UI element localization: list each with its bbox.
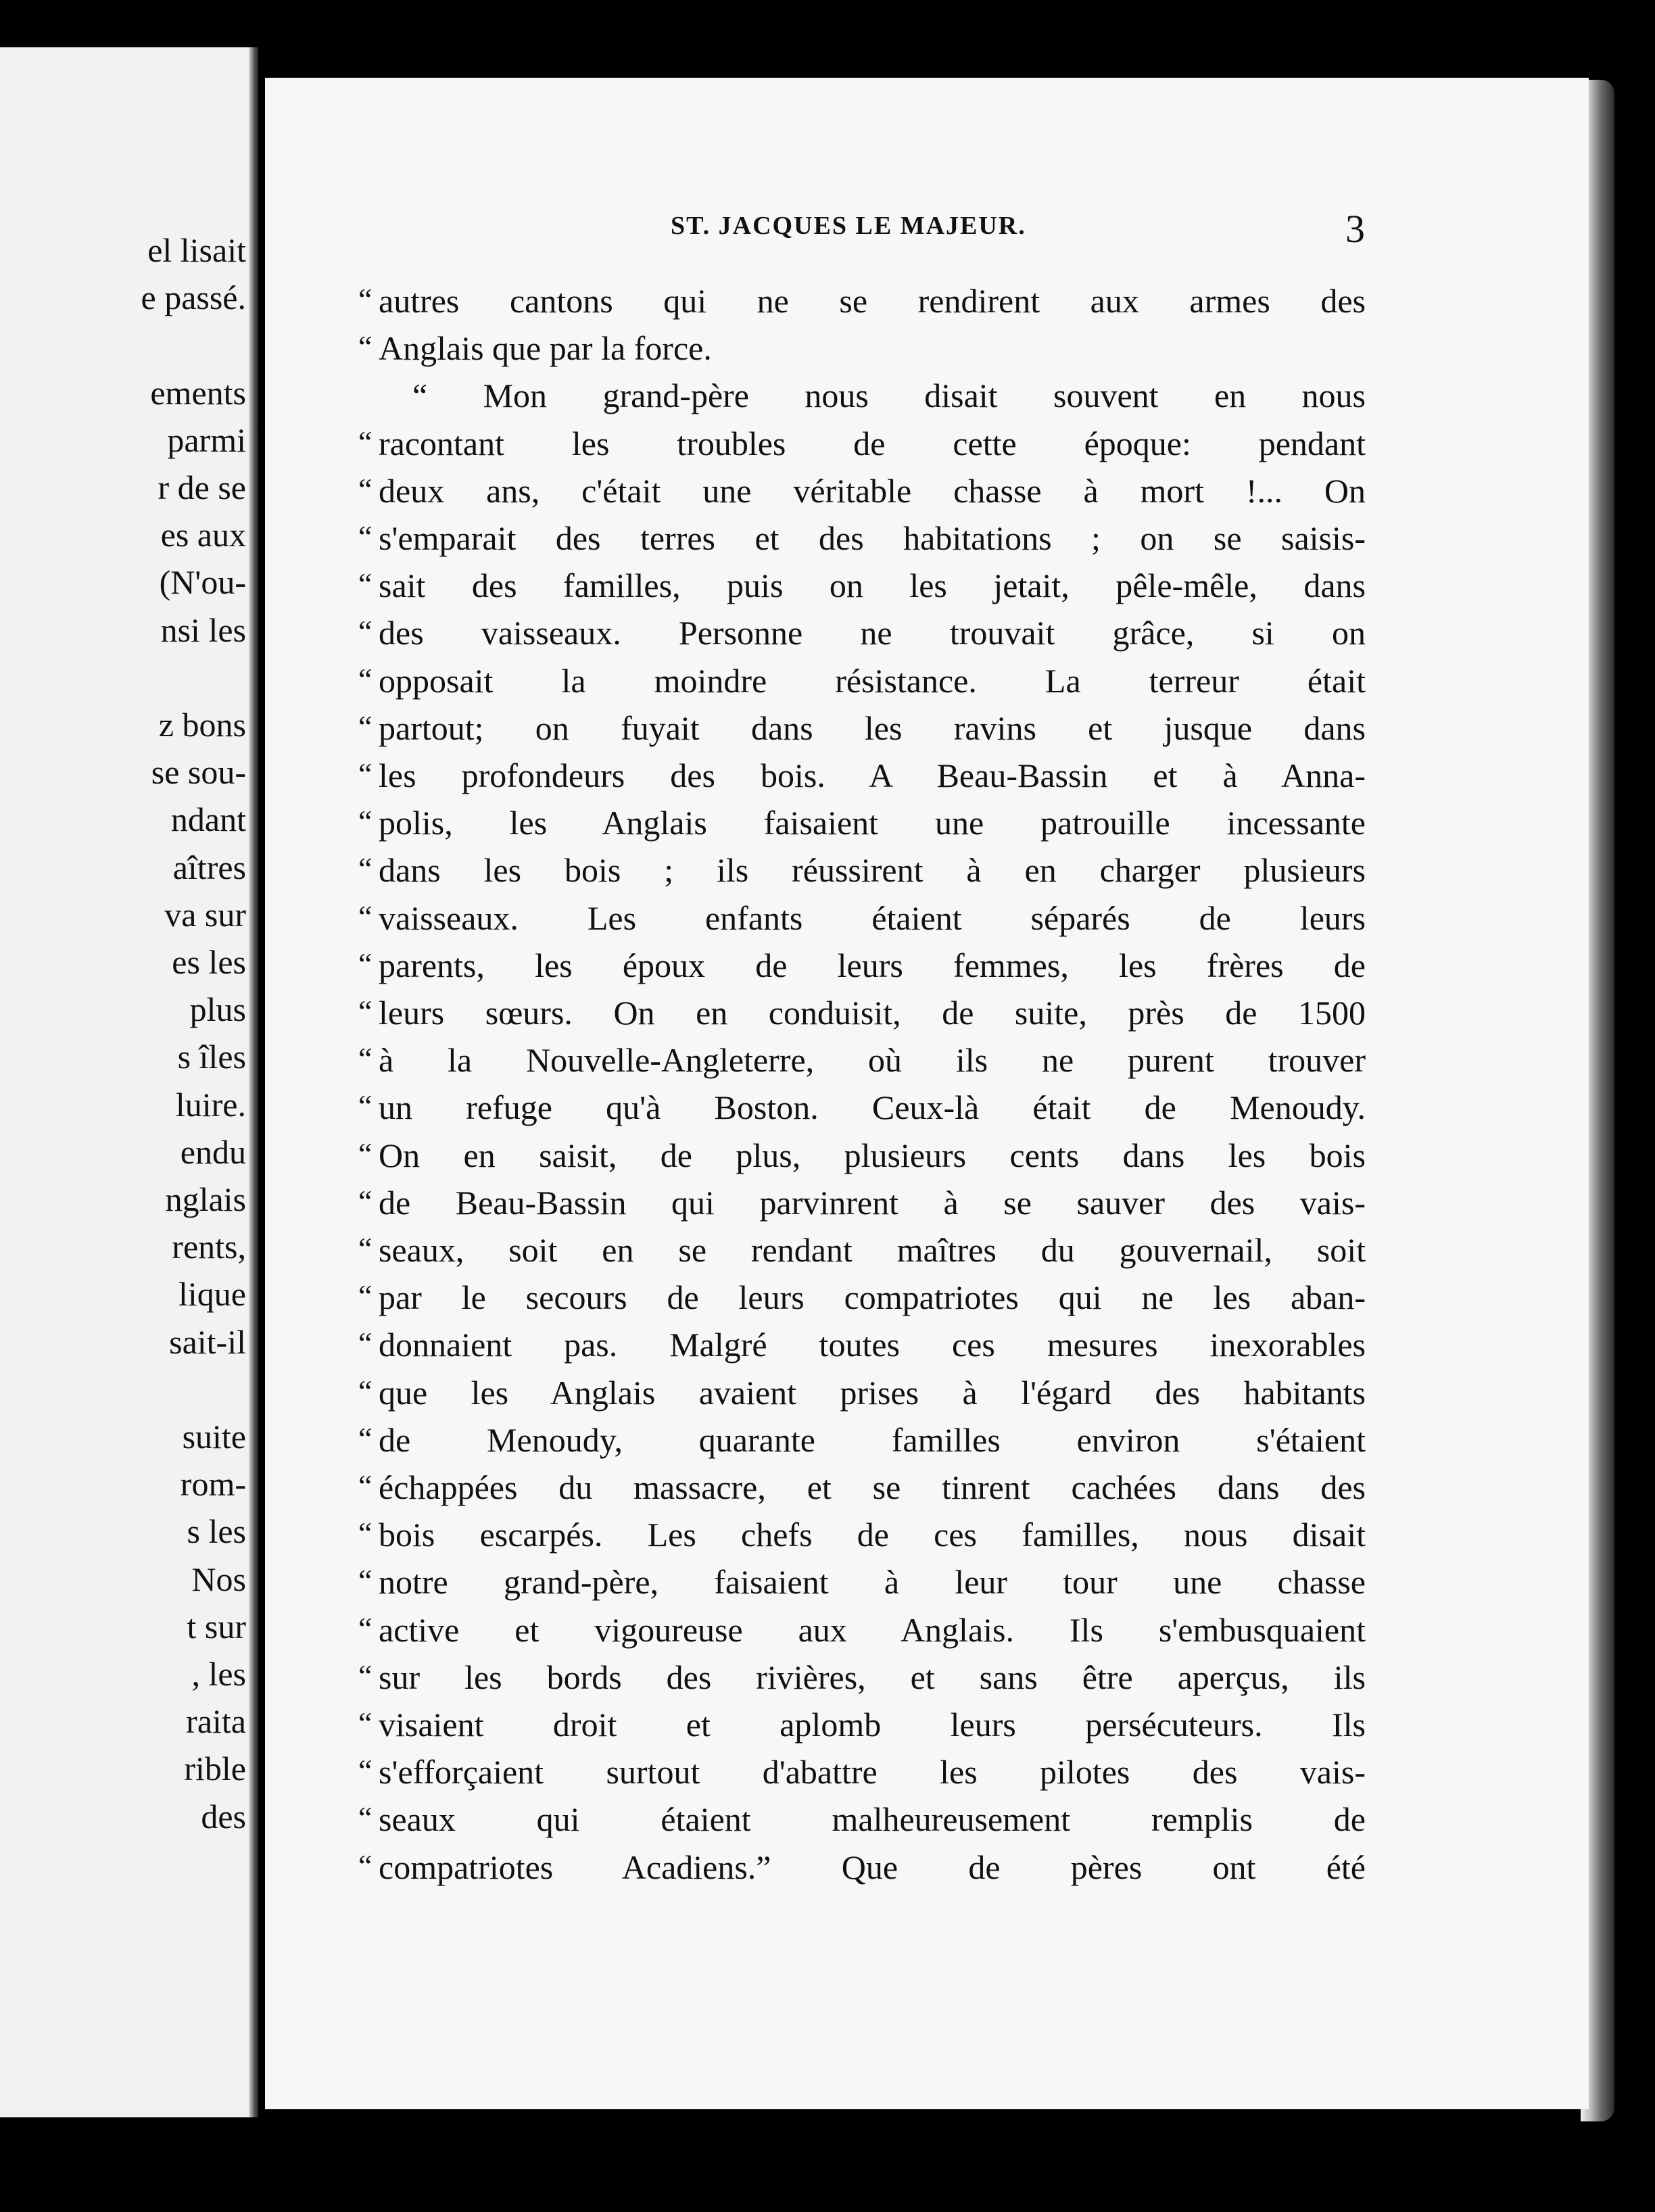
- previous-page-line: endu: [180, 1132, 246, 1171]
- quote-mark: “: [358, 898, 373, 934]
- quote-mark: “: [358, 1278, 373, 1314]
- text-line: [358, 804, 1366, 842]
- quote-mark: “: [358, 1563, 373, 1598]
- quote-mark: “: [358, 1516, 373, 1551]
- text-line: [358, 1278, 1366, 1317]
- text-line: [358, 519, 1366, 557]
- previous-page-line: rom-: [180, 1465, 246, 1504]
- quote-mark: “: [358, 946, 373, 981]
- previous-page-line: parmi: [167, 420, 246, 459]
- previous-page-line: es les: [172, 943, 246, 981]
- text-line: [358, 1183, 1366, 1222]
- quote-mark: “: [358, 1326, 373, 1361]
- previous-page-line: aîtres: [172, 848, 246, 886]
- previous-page-line: e passé.: [141, 279, 246, 317]
- quote-mark: “: [358, 567, 373, 602]
- text-line: [358, 994, 1366, 1032]
- text-line: [358, 282, 1366, 320]
- text-line: [358, 1231, 1366, 1269]
- quote-mark: “: [358, 614, 373, 649]
- previous-page-line: z bons: [158, 706, 246, 744]
- text-line-content: autres cantons qui ne se rendirent aux armes des: [379, 282, 1366, 320]
- text-line-content: un refuge qu'à Boston. Ceux-là était de Menoudy.: [379, 1088, 1366, 1127]
- previous-page-line: ndant: [170, 800, 246, 839]
- quote-mark: “: [358, 1041, 373, 1076]
- quote-mark: “: [358, 708, 373, 744]
- text-line: [358, 1136, 1366, 1174]
- text-line-content: s'emparait des terres et des habitations ; on se saisis-: [379, 519, 1366, 557]
- text-line-content: leurs sœurs. On en conduisit, de suite, près de 1500: [379, 994, 1366, 1032]
- text-line-content: de Beau-Bassin qui parvinrent à se sauver des vais-: [379, 1183, 1366, 1222]
- text-line-content: sur les bords des rivières, et sans être aperçus, ils: [379, 1658, 1366, 1696]
- text-line: [358, 567, 1366, 605]
- text-line: [358, 1468, 1366, 1506]
- quote-mark: “: [358, 282, 373, 316]
- previous-page-line: r de se: [158, 468, 246, 506]
- text-line-content: “ Mon grand-père nous disait souvent en nous: [412, 377, 1366, 415]
- text-line: [358, 471, 1366, 510]
- text-line: [358, 1658, 1366, 1696]
- previous-page-line: lique: [178, 1275, 246, 1314]
- quote-mark: “: [358, 519, 373, 554]
- text-line: [358, 329, 1366, 368]
- quote-mark: “: [358, 1800, 373, 1835]
- quote-mark: “: [358, 661, 373, 696]
- quote-mark: “: [358, 1231, 373, 1266]
- quote-mark: “: [358, 471, 373, 506]
- quote-mark: “: [358, 851, 373, 886]
- text-line: [358, 1563, 1366, 1602]
- previous-page-line: se sou-: [151, 753, 246, 792]
- quote-mark: “: [358, 1373, 373, 1408]
- text-line: [358, 1848, 1366, 1886]
- previous-page-line: (N'ou-: [159, 563, 246, 602]
- text-line: [358, 661, 1366, 700]
- text-line-content: partout; on fuyait dans les ravins et jusque dans: [379, 708, 1366, 747]
- text-line-content: active et vigoureuse aux Anglais. Ils s'embusquaient: [379, 1610, 1366, 1649]
- text-line-content: parents, les époux de leurs femmes, les frères de: [379, 946, 1366, 984]
- quote-mark: “: [358, 1136, 373, 1171]
- previous-page-line: t sur: [187, 1607, 246, 1645]
- quote-mark: “: [358, 1658, 373, 1693]
- text-line: [358, 424, 1366, 462]
- previous-page-line: nglais: [165, 1180, 246, 1218]
- text-line: [358, 1088, 1366, 1127]
- text-line: [358, 756, 1366, 794]
- previous-page-line: des: [201, 1797, 246, 1835]
- text-line-content: compatriotes Acadiens.” Que de pères ont été: [379, 1848, 1366, 1886]
- text-line-content: que les Anglais avaient prises à l'égard des habitants: [379, 1373, 1366, 1412]
- text-line: [358, 1041, 1366, 1080]
- quote-mark: “: [358, 804, 373, 839]
- quote-mark: “: [358, 756, 373, 791]
- quote-mark: “: [358, 1753, 373, 1788]
- page-number: 3: [1345, 207, 1365, 251]
- text-line-content: dans les bois ; ils réussirent à en charger plusieurs: [379, 851, 1366, 890]
- previous-page-line: s les: [187, 1512, 246, 1551]
- text-line-content: donnaient pas. Malgré toutes ces mesures inexorables: [379, 1326, 1366, 1364]
- previous-page-line: luire.: [175, 1085, 246, 1124]
- text-line-content: seaux qui étaient malheureusement remplis de: [379, 1800, 1366, 1839]
- quote-mark: “: [358, 329, 373, 364]
- quote-mark: “: [358, 1706, 373, 1740]
- text-line-content: s'efforçaient surtout d'abattre les pilotes des vais-: [379, 1753, 1366, 1792]
- text-line-content: On en saisit, de plus, plusieurs cents dans les bois: [379, 1136, 1366, 1174]
- quote-mark: “: [358, 1088, 373, 1124]
- quote-mark: “: [358, 424, 373, 459]
- text-line-content: sait des familles, puis on les jetait, pêle-mêle, dans: [379, 567, 1366, 605]
- previous-page-line: va sur: [164, 895, 246, 934]
- text-line-content: polis, les Anglais faisaient une patrouille incessante: [379, 804, 1366, 842]
- quote-mark: “: [358, 994, 373, 1028]
- text-line-content: visaient droit et aplomb leurs persécuteurs. Ils: [379, 1706, 1366, 1744]
- text-line: [358, 898, 1366, 937]
- running-header: ST. JACQUES LE MAJEUR.: [671, 212, 1026, 240]
- previous-page-line: el lisait: [147, 231, 246, 269]
- quote-mark: “: [358, 1468, 373, 1503]
- previous-page-line: rible: [184, 1750, 246, 1788]
- text-line-content: seaux, soit en se rendant maîtres du gouvernail, soit: [379, 1231, 1366, 1269]
- previous-page-line: es aux: [160, 516, 246, 554]
- previous-page-line: ements: [150, 373, 246, 412]
- text-line: [358, 708, 1366, 747]
- previous-page-line: nsi les: [160, 610, 246, 649]
- text-line-content: racontant les troubles de cette époque: pendant: [379, 424, 1366, 462]
- previous-page-line: suite: [182, 1418, 246, 1456]
- quote-mark: “: [358, 1420, 373, 1456]
- text-line: [358, 946, 1366, 984]
- text-line-content: bois escarpés. Les chefs de ces familles, nous disait: [379, 1516, 1366, 1554]
- previous-page-line: sait-il: [169, 1322, 246, 1361]
- previous-page-line: raita: [186, 1702, 246, 1741]
- text-line: [358, 1706, 1366, 1744]
- quote-mark: “: [358, 1848, 373, 1883]
- previous-page-line: Nos: [191, 1560, 246, 1598]
- previous-page-line: plus: [189, 990, 246, 1029]
- text-line: [358, 1800, 1366, 1839]
- text-line: [358, 1373, 1366, 1412]
- text-line-content: par le secours de leurs compatriotes qui ne les aban-: [379, 1278, 1366, 1317]
- text-line-content: des vaisseaux. Personne ne trouvait grâce, si on: [379, 614, 1366, 652]
- previous-page-line: rents,: [172, 1228, 246, 1266]
- previous-page-line: , les: [191, 1655, 246, 1693]
- previous-page-line: s îles: [177, 1038, 246, 1076]
- quote-mark: “: [358, 1183, 373, 1218]
- text-line-content: les profondeurs des bois. A Beau-Bassin et à Anna-: [379, 756, 1366, 794]
- text-line-content: deux ans, c'était une véritable chasse à mort !... On: [379, 471, 1366, 510]
- text-line-content: de Menoudy, quarante familles environ s'étaient: [379, 1420, 1366, 1459]
- text-line-content: échappées du massacre, et se tinrent cachées dans des: [379, 1468, 1366, 1506]
- text-line: [412, 377, 1366, 415]
- text-line-content: à la Nouvelle-Angleterre, où ils ne purent trouver: [379, 1041, 1366, 1080]
- text-line-content: Anglais que par la force.: [379, 329, 712, 368]
- text-line: [358, 851, 1366, 890]
- text-line: [358, 1420, 1366, 1459]
- quote-mark: “: [358, 1610, 373, 1645]
- text-line: [358, 614, 1366, 652]
- text-line: [358, 1326, 1366, 1364]
- text-line-content: vaisseaux. Les enfants étaient séparés de leurs: [379, 898, 1366, 937]
- text-line: [358, 1610, 1366, 1649]
- text-line-content: opposait la moindre résistance. La terreur était: [379, 661, 1366, 700]
- text-line: [358, 1516, 1366, 1554]
- text-line-content: notre grand-père, faisaient à leur tour une chasse: [379, 1563, 1366, 1602]
- text-line: [358, 1753, 1366, 1792]
